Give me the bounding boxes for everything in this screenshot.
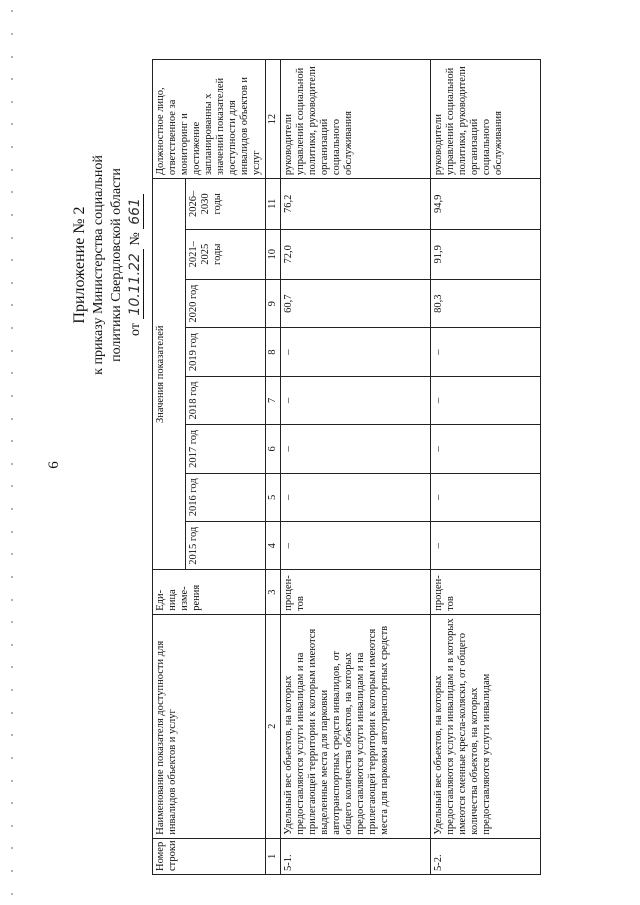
column-index-row <box>266 60 281 875</box>
appendix-header <box>70 65 145 465</box>
value-cell: – <box>431 522 541 570</box>
value-cell: – <box>281 425 431 473</box>
value-cell: – <box>431 328 541 376</box>
row-number: 5-1. <box>281 838 431 874</box>
column-index: 8 <box>266 328 281 376</box>
appendix-date-line <box>126 65 145 465</box>
column-index: 12 <box>266 60 281 179</box>
handwritten-date: 10.11.22 <box>127 249 144 319</box>
table-row <box>281 60 431 875</box>
value-cell: 60,7 <box>281 279 431 327</box>
column-index: 5 <box>266 473 281 521</box>
value-cell: – <box>281 376 431 424</box>
column-index: 3 <box>266 570 281 614</box>
header-year: 2019 год <box>186 328 266 376</box>
table-row <box>431 60 541 875</box>
value-cell: 72,0 <box>281 229 431 279</box>
indicator-name: Удельный вес объектов, на которых предоставляются услуги инвалидам и на прилегающей территории к которым имеются выделенные места для парковки автотранспортных средств инвалидов, от общего количества объектов, на которых предоставляются услуги инвалидам и на прилегающей территории к которым имеются места для парковки автотранспортных средств <box>281 614 431 838</box>
column-index: 9 <box>266 279 281 327</box>
value-cell: – <box>281 522 431 570</box>
responsible-cell: руководители управлений социальной политики, руководители организаций социального обслуживания <box>281 60 431 179</box>
page-number: 6 <box>46 461 62 469</box>
column-index: 10 <box>266 229 281 279</box>
column-index: 7 <box>266 376 281 424</box>
unit-cell: процен-тов <box>281 570 431 614</box>
header-year: 2026–2030 годы <box>186 179 266 229</box>
header-year: 2018 год <box>186 376 266 424</box>
header-values-group: Значения показателей <box>153 179 186 570</box>
rotated-page <box>40 45 600 885</box>
appendix-title: Приложение № 2 <box>71 206 88 324</box>
header-year: 2020 год <box>186 279 266 327</box>
unit-cell: процен-тов <box>431 570 541 614</box>
column-index: 11 <box>266 179 281 229</box>
column-index: 6 <box>266 425 281 473</box>
header-year: 2017 год <box>186 425 266 473</box>
appendix-subtitle-line2: политики Свердловской области <box>109 168 124 362</box>
value-cell: 94,9 <box>431 179 541 229</box>
header-responsible: Должностное лицо, ответственное за мониторинг и достижение запланированны х значений показателей доступности для инвалидов объектов и услуг <box>153 60 266 179</box>
column-index: 1 <box>266 838 281 874</box>
date-prefix: от <box>128 323 143 336</box>
number-prefix: № <box>128 232 143 246</box>
header-year: 2016 год <box>186 473 266 521</box>
indicators-table <box>152 59 541 875</box>
header-row-number: Номер строки <box>153 838 266 874</box>
handwritten-number: 661 <box>127 194 144 229</box>
header-indicator-name: Наименование показателя доступности для инвалидов объектов и услуг <box>153 614 266 838</box>
appendix-subtitle-line1: к приказу Министерства социальной <box>91 155 106 375</box>
value-cell: 91,9 <box>431 229 541 279</box>
value-cell: – <box>281 473 431 521</box>
value-cell: – <box>281 328 431 376</box>
value-cell: – <box>431 376 541 424</box>
column-index: 4 <box>266 522 281 570</box>
value-cell: 76,2 <box>281 179 431 229</box>
header-unit: Еди-ница изме-рения <box>153 570 266 614</box>
header-year: 2015 год <box>186 522 266 570</box>
value-cell: – <box>431 473 541 521</box>
indicator-name: Удельный вес объектов, на которых предоставляются услуги инвалидам и в которых имеются сменные кресла-коляски, от общего количества объектов, на которых предоставляются услуги инвалидам <box>431 614 541 838</box>
value-cell: – <box>431 425 541 473</box>
value-cell: 80,3 <box>431 279 541 327</box>
column-index: 2 <box>266 614 281 838</box>
binding-margin-dots <box>0 0 24 905</box>
header-year: 2021–2025 годы <box>186 229 266 279</box>
header-row-top <box>153 60 186 875</box>
responsible-cell: руководители управлений социальной политики, руководители организаций социального обслуживания <box>431 60 541 179</box>
row-number: 5-2. <box>431 838 541 874</box>
